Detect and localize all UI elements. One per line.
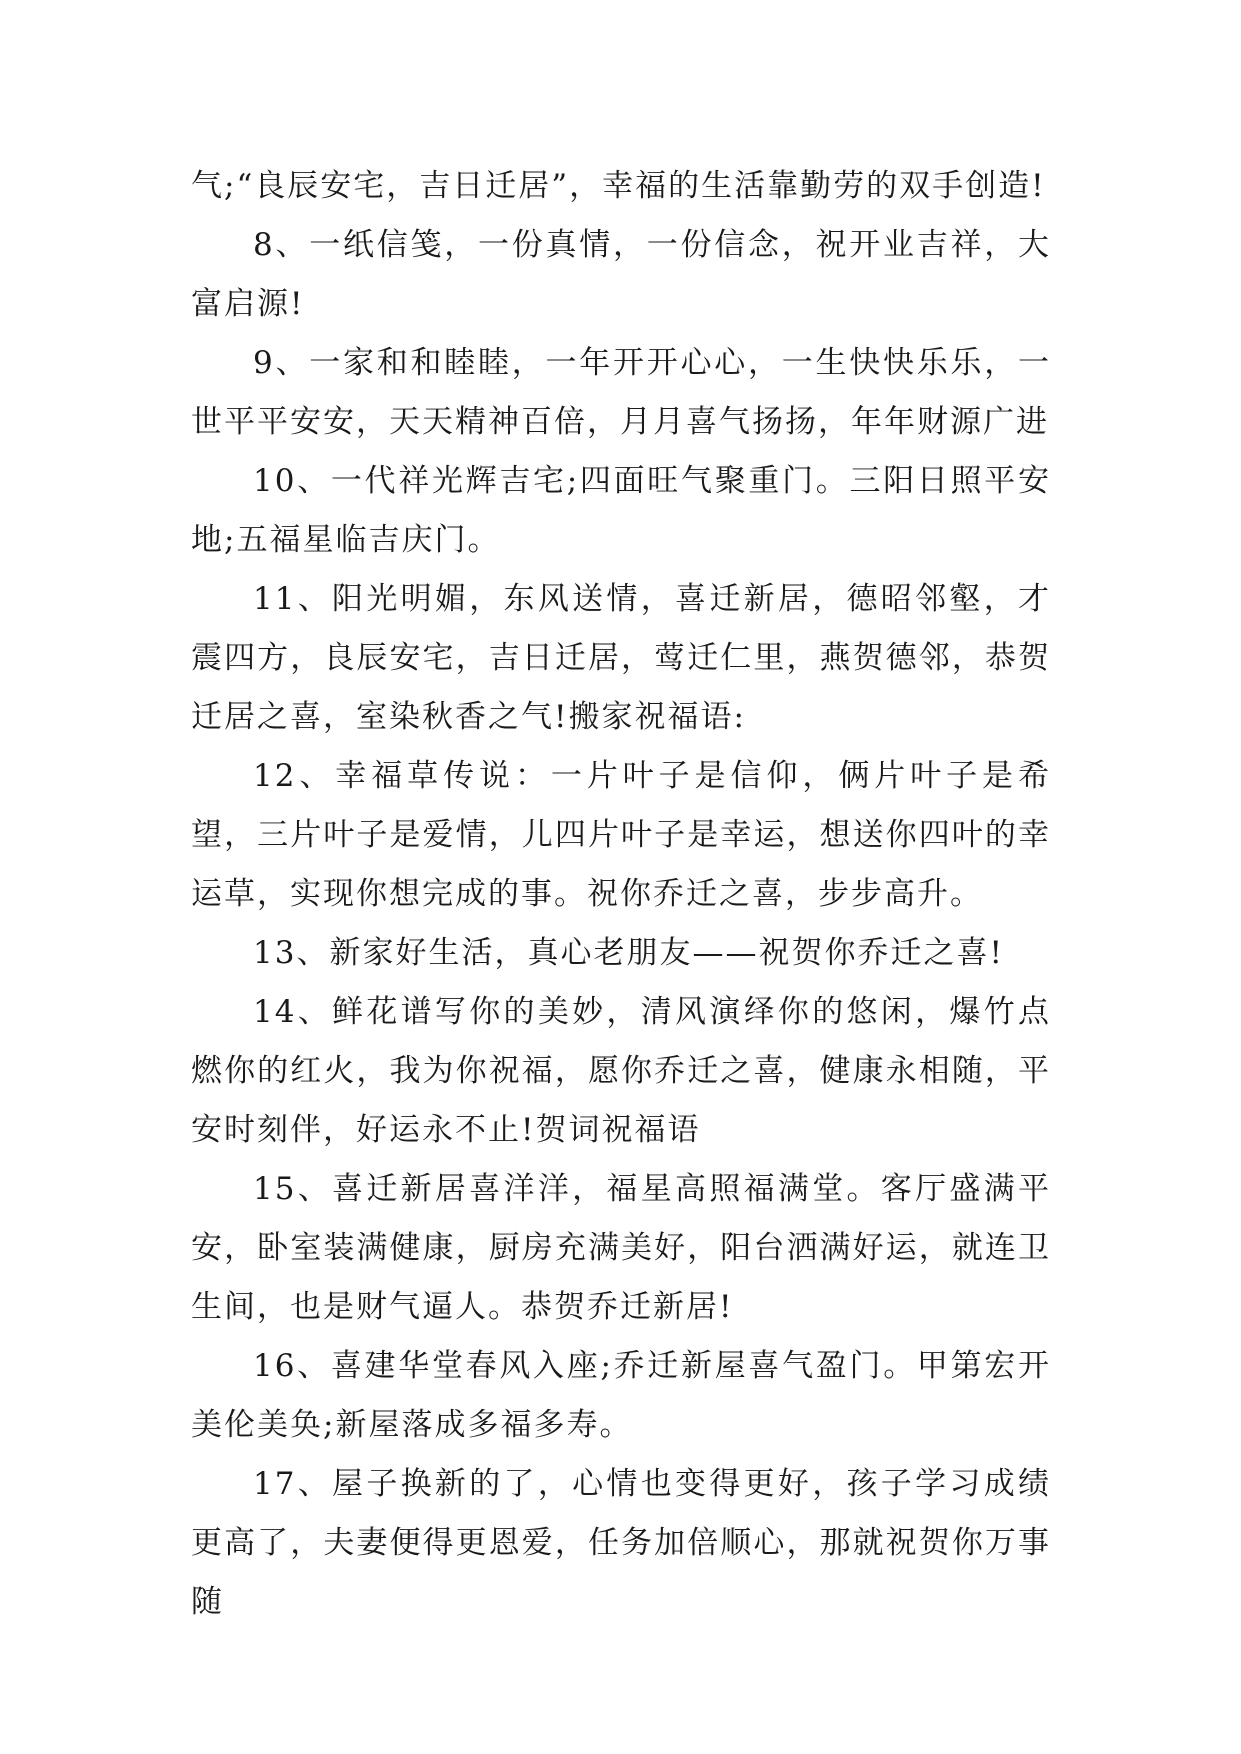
paragraph-item-9: 9、一家和和睦睦，一年开开心心，一生快快乐乐，一世平平安安，天天精神百倍，月月喜气扬扬，年年财源广进 [191, 345, 1051, 440]
paragraph-item-8: 8、一纸信笺，一份真情，一份信念，祝开业吉祥，大富启源! [191, 227, 1051, 322]
paragraph-item-13: 13、新家好生活，真心老朋友——祝贺你乔迁之喜! [253, 935, 1004, 971]
paragraph-item-17: 17、屋子换新的了，心情也变得更好，孩子学习成绩更高了，夫妻便得更恩爱，任务加倍顺心，那就祝贺你万事随 [191, 1466, 1051, 1620]
paragraph-item-15: 15、喜迁新居喜洋洋，福星高照福满堂。客厅盛满平安，卧室装满健康，厨房充满美好，阳台洒满好运，就连卫生间，也是财气逼人。恭贺乔迁新居! [191, 1171, 1051, 1325]
paragraph-item-12: 12、幸福草传说：一片叶子是信仰，俩片叶子是希望，三片叶子是爱情，儿四片叶子是幸运，想送你四叶的幸运草，实现你想完成的事。祝你乔迁之喜，步步高升。 [191, 758, 1051, 912]
paragraph-item-14: 14、鲜花谱写你的美妙，清风演绎你的悠闲，爆竹点燃你的红火，我为你祝福，愿你乔迁之喜，健康永相随，平安时刻伴，好运永不止!贺词祝福语 [191, 994, 1051, 1148]
paragraph-continuation: 气;“良辰安宅，吉日迁居”，幸福的生活靠勤劳的双手创造! [191, 168, 1046, 204]
paragraph-item-16: 16、喜建华堂春风入座;乔迁新屋喜气盈门。甲第宏开美伦美奂;新屋落成多福多寿。 [191, 1348, 1051, 1443]
paragraph-item-11: 11、阳光明媚，东风送情，喜迁新居，德昭邻壑，才震四方，良辰安宅，吉日迁居，莺迁仁里，燕贺德邻，恭贺迁居之喜，室染秋香之气!搬家祝福语: [191, 581, 1051, 735]
paragraph-item-10: 10、一代祥光辉吉宅;四面旺气聚重门。三阳日照平安地;五福星临吉庆门。 [191, 463, 1051, 558]
document-body [191, 157, 1051, 1632]
